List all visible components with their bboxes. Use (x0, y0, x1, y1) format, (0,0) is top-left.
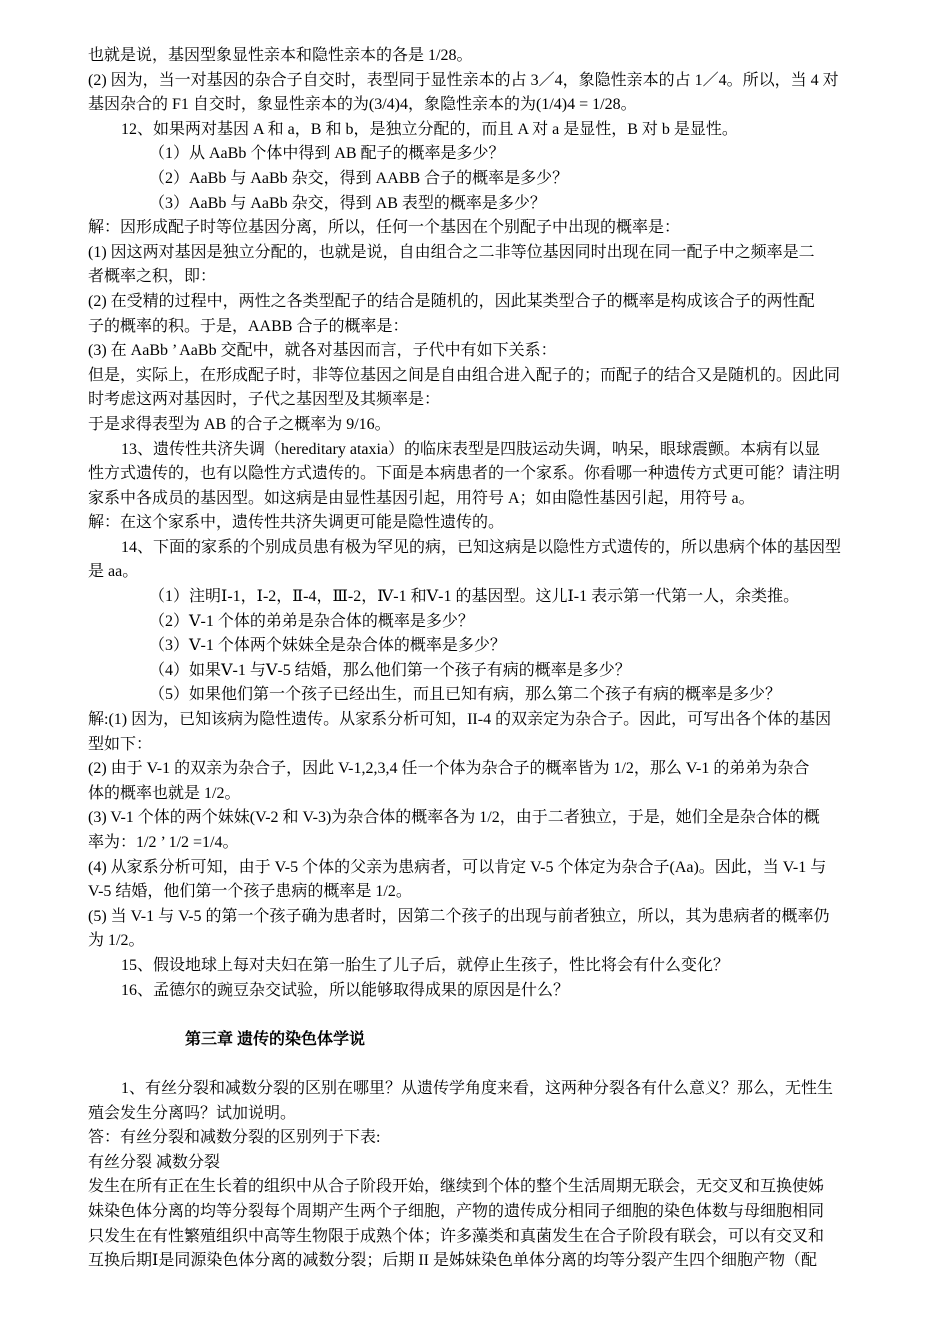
text-line: 只发生在有性繁殖组织中高等生物限于成熟个体；许多藻类和真菌发生在合子阶段有联会，可以有交叉和 (88, 1227, 825, 1245)
text-line: 也就是说，基因型象显性亲本和隐性亲本的各是 1/28。 (88, 47, 473, 64)
text-line: （2）Ⅴ-1 个体的弟弟是杂合体的概率是多少？ (149, 612, 474, 630)
text-line: (2) 由于 V-1 的双亲为杂合子，因此 V-1,2,3,4 任一个体为杂合子的概率皆为 1/2，那么 V-1 的弟弟为杂合 (88, 760, 810, 778)
text-line: 解：在这个家系中，遗传性共济失调更可能是隐性遗传的。 (88, 514, 505, 532)
text-line: 发生在所有正在生长着的组织中从合子阶段开始，继续到个体的整个生活周期无联会，无交叉和互换使姊 (88, 1178, 825, 1196)
text-line: (3) V-1 个体的两个妹妹(V-2 和 V-3)为杂合体的概率各为 1/2，由于二者独立，于是，她们全是杂合体的概 (88, 809, 820, 827)
text-line: （4）如果Ⅴ-1 与Ⅴ-5 结婚，那么他们第一个孩子有病的概率是多少？ (149, 661, 631, 679)
text-line: （5）如果他们第一个孩子已经出生，而且已知有病，那么第二个孩子有病的概率是多少？ (149, 686, 782, 704)
text-line: 体的概率也就是 1/2。 (88, 784, 241, 802)
text-line: 15、假设地球上每对夫妇在第一胎生了儿子后，就停止生孩子，性比将会有什么变化？ (121, 956, 730, 974)
text-line: 率为：1/2 ’ 1/2 =1/4。 (88, 834, 239, 851)
text-line: (2) 因为，当一对基因的杂合子自交时，表型同于显性亲本的占 3／4，象隐性亲本的占 1／4。所以，当 4 对 (88, 71, 839, 89)
text-line: （3）Ⅴ-1 个体两个妹妹全是杂合体的概率是多少？ (149, 637, 506, 655)
text-line: 者概率之积，即： (88, 268, 217, 286)
text-line: （1）从 AaBb 个体中得到 AB 配子的概率是多少？ (149, 145, 505, 163)
text-line: 子的概率的积。于是，AABB 合子的概率是： (88, 317, 409, 335)
text-line: 家系中各成员的基因型。如这病是由显性基因引起，用符号 A；如由隐性基因引起，用符号 a。 (88, 489, 755, 507)
text-line: （3）AaBb 与 AaBb 杂交，得到 AB 表型的概率是多少？ (149, 194, 546, 212)
text-line: (4) 从家系分析可知，由于 V-5 个体的父亲为患病者，可以肯定 V-5 个体定为杂合子(Aa)。因此，当 V-1 与 (88, 858, 827, 876)
text-line: (5) 当 V-1 与 V-5 的第一个孩子确为患者时，因第二个孩子的出现与前者独立，所以，其为患病者的概率仍 (88, 907, 830, 925)
text-line: 答：有丝分裂和减数分裂的区别列于下表: (88, 1129, 381, 1147)
text-line: 基因杂合的 F1 自交时，象显性亲本的为(3/4)4，象隐性亲本的为(1/4)4 = 1/28。 (88, 96, 637, 114)
text-line: 解:(1) 因为，已知该病为隐性遗传。从家系分析可知，II-4 的双亲定为杂合子。因此，可写出各个体的基因 (88, 711, 832, 729)
text-line: 时考虑这两对基因时，子代之基因型及其频率是： (88, 391, 441, 409)
text-line: 13、遗传性共济失调（hereditary ataxia）的临床表型是四肢运动失调，呐呆，眼球震颤。本病有以显 (121, 440, 821, 458)
text-line: 但是，实际上，在形成配子时，非等位基因之间是自由组合进入配子的；而配子的结合又是随机的。因此同 (88, 366, 841, 384)
text-line: 型如下： (88, 735, 153, 753)
text-line: 互换后期Ⅰ是同源染色体分离的减数分裂；后期 II 是姊妹染色单体分离的均等分裂产生四个细胞产物（配 (88, 1252, 817, 1270)
text-line: 14、下面的家系的个别成员患有极为罕见的病，已知这病是以隐性方式遗传的，所以患病个体的基因型 (121, 538, 842, 556)
text-line: 殖会发生分离吗？试加说明。 (88, 1104, 297, 1122)
text-line: 12、如果两对基因 A 和 a，B 和 b，是独立分配的，而且 A 对 a 是显性，B 对 b 是显性。 (121, 120, 738, 138)
chapter-heading: 第三章 遗传的染色体学说 (185, 1030, 366, 1048)
document-body (88, 44, 870, 1274)
text-line: 是 aa。 (88, 563, 139, 581)
text-line: V-5 结婚，他们第一个孩子患病的概率是 1/2。 (88, 883, 412, 901)
text-line: 16、孟德尔的豌豆杂交试验，所以能够取得成果的原因是什么？ (121, 981, 570, 999)
text-line: 有丝分裂 减数分裂 (88, 1153, 221, 1171)
text-line: (3) 在 AaBb ’ AaBb 交配中，就各对基因而言，子代中有如下关系： (88, 342, 557, 360)
text-line: (2) 在受精的过程中，两性之各类型配子的结合是随机的，因此某类型合子的概率是构成该合子的两性配 (88, 292, 815, 310)
text-line: (1) 因这两对基因是独立分配的，也就是说，自由组合之二非等位基因同时出现在同一配子中之频率是二 (88, 243, 815, 261)
text-line: （1）注明Ⅰ-1，Ⅰ-2，Ⅱ-4，Ⅲ-2，Ⅳ-1 和Ⅴ-1 的基因型。这儿Ⅰ-1 表示第一代第一人，余类推。 (149, 588, 800, 606)
text-line: 1、有丝分裂和减数分裂的区别在哪里？从遗传学角度来看，这两种分裂各有什么意义？那么，无性生 (121, 1079, 834, 1097)
text-line: 妹染色体分离的均等分裂每个周期产生两个子细胞，产物的遗传成分相同子细胞的染色体数与母细胞相同 (88, 1202, 825, 1220)
text-line: 于是求得表型为 AB 的合子之概率为 9/16。 (88, 415, 391, 433)
text-line: 为 1/2。 (88, 932, 145, 950)
blank-line (88, 1003, 870, 1028)
blank-line (88, 1052, 870, 1077)
text-line: 性方式遗传的，也有以隐性方式遗传的。下面是本病患者的一个家系。你看哪一种遗传方式更可能？请注明 (88, 465, 841, 483)
text-line: 解：因形成配子时等位基因分离，所以，任何一个基因在个别配子中出现的概率是： (88, 219, 681, 237)
text-line: （2）AaBb 与 AaBb 杂交，得到 AABB 合子的概率是多少？ (149, 169, 569, 187)
